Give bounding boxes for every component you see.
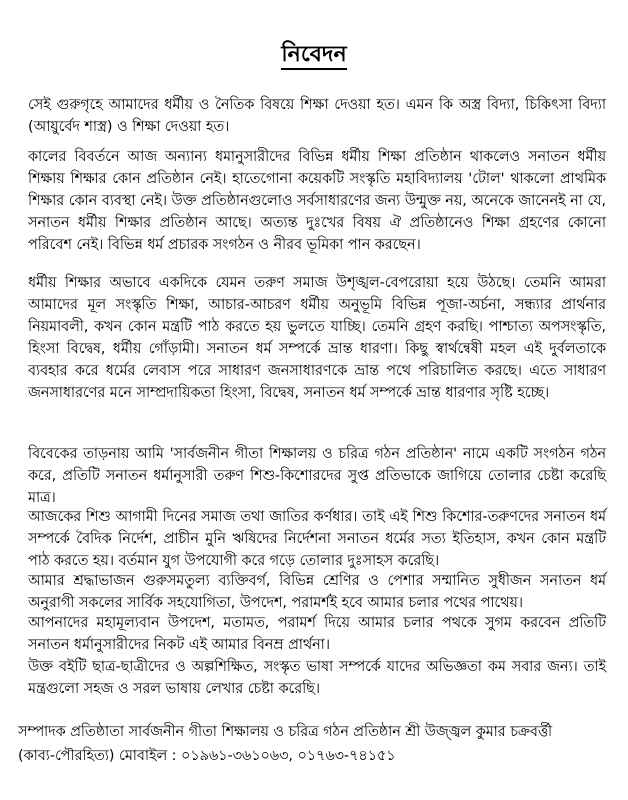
paragraph-3: ধর্মীয় শিক্ষার অভাবে একদিকে যেমন তরুণ সমাজ উশৃঙ্খল-বেপরোয়া হয়ে উঠছে। তেমনি আমরা আমাদের মূল সংস্কৃতি শিক্ষা, আচার-আচরণ ধর্মীয় অনুভূমি বিভিন্ন পূজা-অর্চনা, সন্ধ্যার প্রার্থনার নিয়মাবলী, কখন কোন মন্ত্রটি পাঠ করতে হয় ভুলতে যাচ্ছি। তেমনি গ্রহণ করছি। পাশ্চাত্য অপসংস্কৃতি, হিংসা বিদ্বেষ, ধর্মীয় গোঁড়ামী। সনাতন ধর্ম সম্পর্কে ভ্রান্ত ধারণা। কিছু স্বার্থন্বেষী মহল এই দুর্বলতাকে ব্যবহার করে ধর্মের লেবাস পরে সাধারণ জনসাধারণকে ভ্রান্ত পথে পরিচালিত করছে। এতে সাধারণ জনসাধারণের মনে সাম্প্রদায়িকতা হিংসা, বিদ্বেষ, সনাতন ধর্ম সম্পর্কে ভ্রান্ত ধারণার সৃষ্টি হচ্ছে। — [28, 275, 606, 401]
paragraph-7: আপনাদের মহামূল্যবান উপদেশ, মতামত, পরামর্শ দিয়ে আমার চলার পথকে সুগম করবেন প্রতিটি সনাতন ধর্মানুসারীদের নিকট এই আমার বিনম্র প্রার্থনা। — [28, 615, 606, 653]
page-title — [0, 40, 628, 70]
paragraph-5: আজকের শিশু আগামী দিনের সমাজ তথা জাতির কর্ণধার। তাই এই শিশু কিশোর-তরুণদের সনাতন ধর্ম সম্পর্কে বৈদিক নির্দেশ, প্রাচীন মুনি ঋষিদের নির্দেশনা সনাতন ধর্মের সত্য ইতিহাস, কখন কোন মন্ত্রটি পাঠ করতে হয়। বর্তমান যুগ উপযোগী করে গড়ে তোলার দুঃসাহস করেছি। — [28, 509, 606, 569]
paragraph-6: আমার শ্রদ্ধাভাজন গুরুসমতুল্য ব্যক্তিবর্গ, বিভিন্ন শ্রেণির ও পেশার সম্মানিত সুধীজন সনাতন ধর্ম অনুরাগী সকলের সার্বিক সহযোগিতা, উপদেশ, পরামর্শই হবে আমার চলার পথের পাথেয়। — [28, 573, 606, 611]
footer-contact: (কাব্য-পৌরহিত্য) মোবাইল : ০১৯৬১-৩৬১০৬৩, ০১৭৬৩-৭৪১৫১ — [18, 748, 396, 764]
footer-signature: সম্পাদক প্রতিষ্ঠাতা সার্বজনীন গীতা শিক্ষালয় ও চরিত্র গঠন প্রতিষ্ঠান শ্রী উজ্জ্বল কুমার চক্রবর্ত্তী — [18, 724, 553, 740]
paragraph-2: কালের বিবর্তনে আজ অন্যান্য ধমানুসারীদের বিভিন্ন ধর্মীয় শিক্ষা প্রতিষ্ঠান থাকলেও সনাতন ধর্মীয় শিক্ষায় শিক্ষার কোন প্রতিষ্ঠান নেই। হাতেগোনা কয়েকটি সংস্কৃতি মহাবিদ্যালয় 'টোল' থাকলো প্রাথমিক শিক্ষার কোন ব্যবস্থা নেই। উক্ত প্রতিষ্ঠানগুলোও সর্বসাধারণের জন্য উন্মুক্ত নয়, অনেকে জানেনই না যে, সনাতন ধর্মীয় শিক্ষার প্রতিষ্ঠান আছে। অত্যন্ত দুঃখের বিষয় ঐ প্রতিষ্ঠানেও শিক্ষা গ্রহণের কোনো পরিবেশ নেই। বিভিন্ন ধর্ম প্রচারক সংগঠন ও নীরব ভূমিকা পান করছেন। — [28, 149, 606, 253]
page-title-text: নিবেদন — [281, 42, 346, 70]
paragraph-1: সেই গুরুগৃহে আমাদের ধর্মীয় ও নৈতিক বিষয়ে শিক্ষা দেওয়া হত। এমন কি অস্ত্র বিদ্যা, চিকিৎসা বিদ্যা (আয়ুর্বেদ শাস্ত্র) ও শিক্ষা দেওয়া হত। — [28, 97, 606, 135]
paragraph-8: উক্ত বইটি ছাত্র-ছাত্রীদের ও অল্পশিক্ষিত, সংস্কৃত ভাষা সম্পর্কে যাদের অভিজ্ঞতা কম সবার জন্য। তাই মন্ত্রগুলো সহজ ও সরল ভাষায় লেখার চেষ্টা করেছি। — [28, 659, 606, 697]
paragraph-4: বিবেকের তাড়নায় আমি 'সার্বজনীন গীতা শিক্ষালয় ও চরিত্র গঠন প্রতিষ্ঠান' নামে একটি সংগঠন গঠন করে, প্রতিটি সনাতন ধর্মানুসারী তরুণ শিশু-কিশোরদের সুপ্ত প্রতিভাকে জাগিয়ে তোলার চেষ্টা করেছি মাত্র। — [28, 446, 606, 506]
